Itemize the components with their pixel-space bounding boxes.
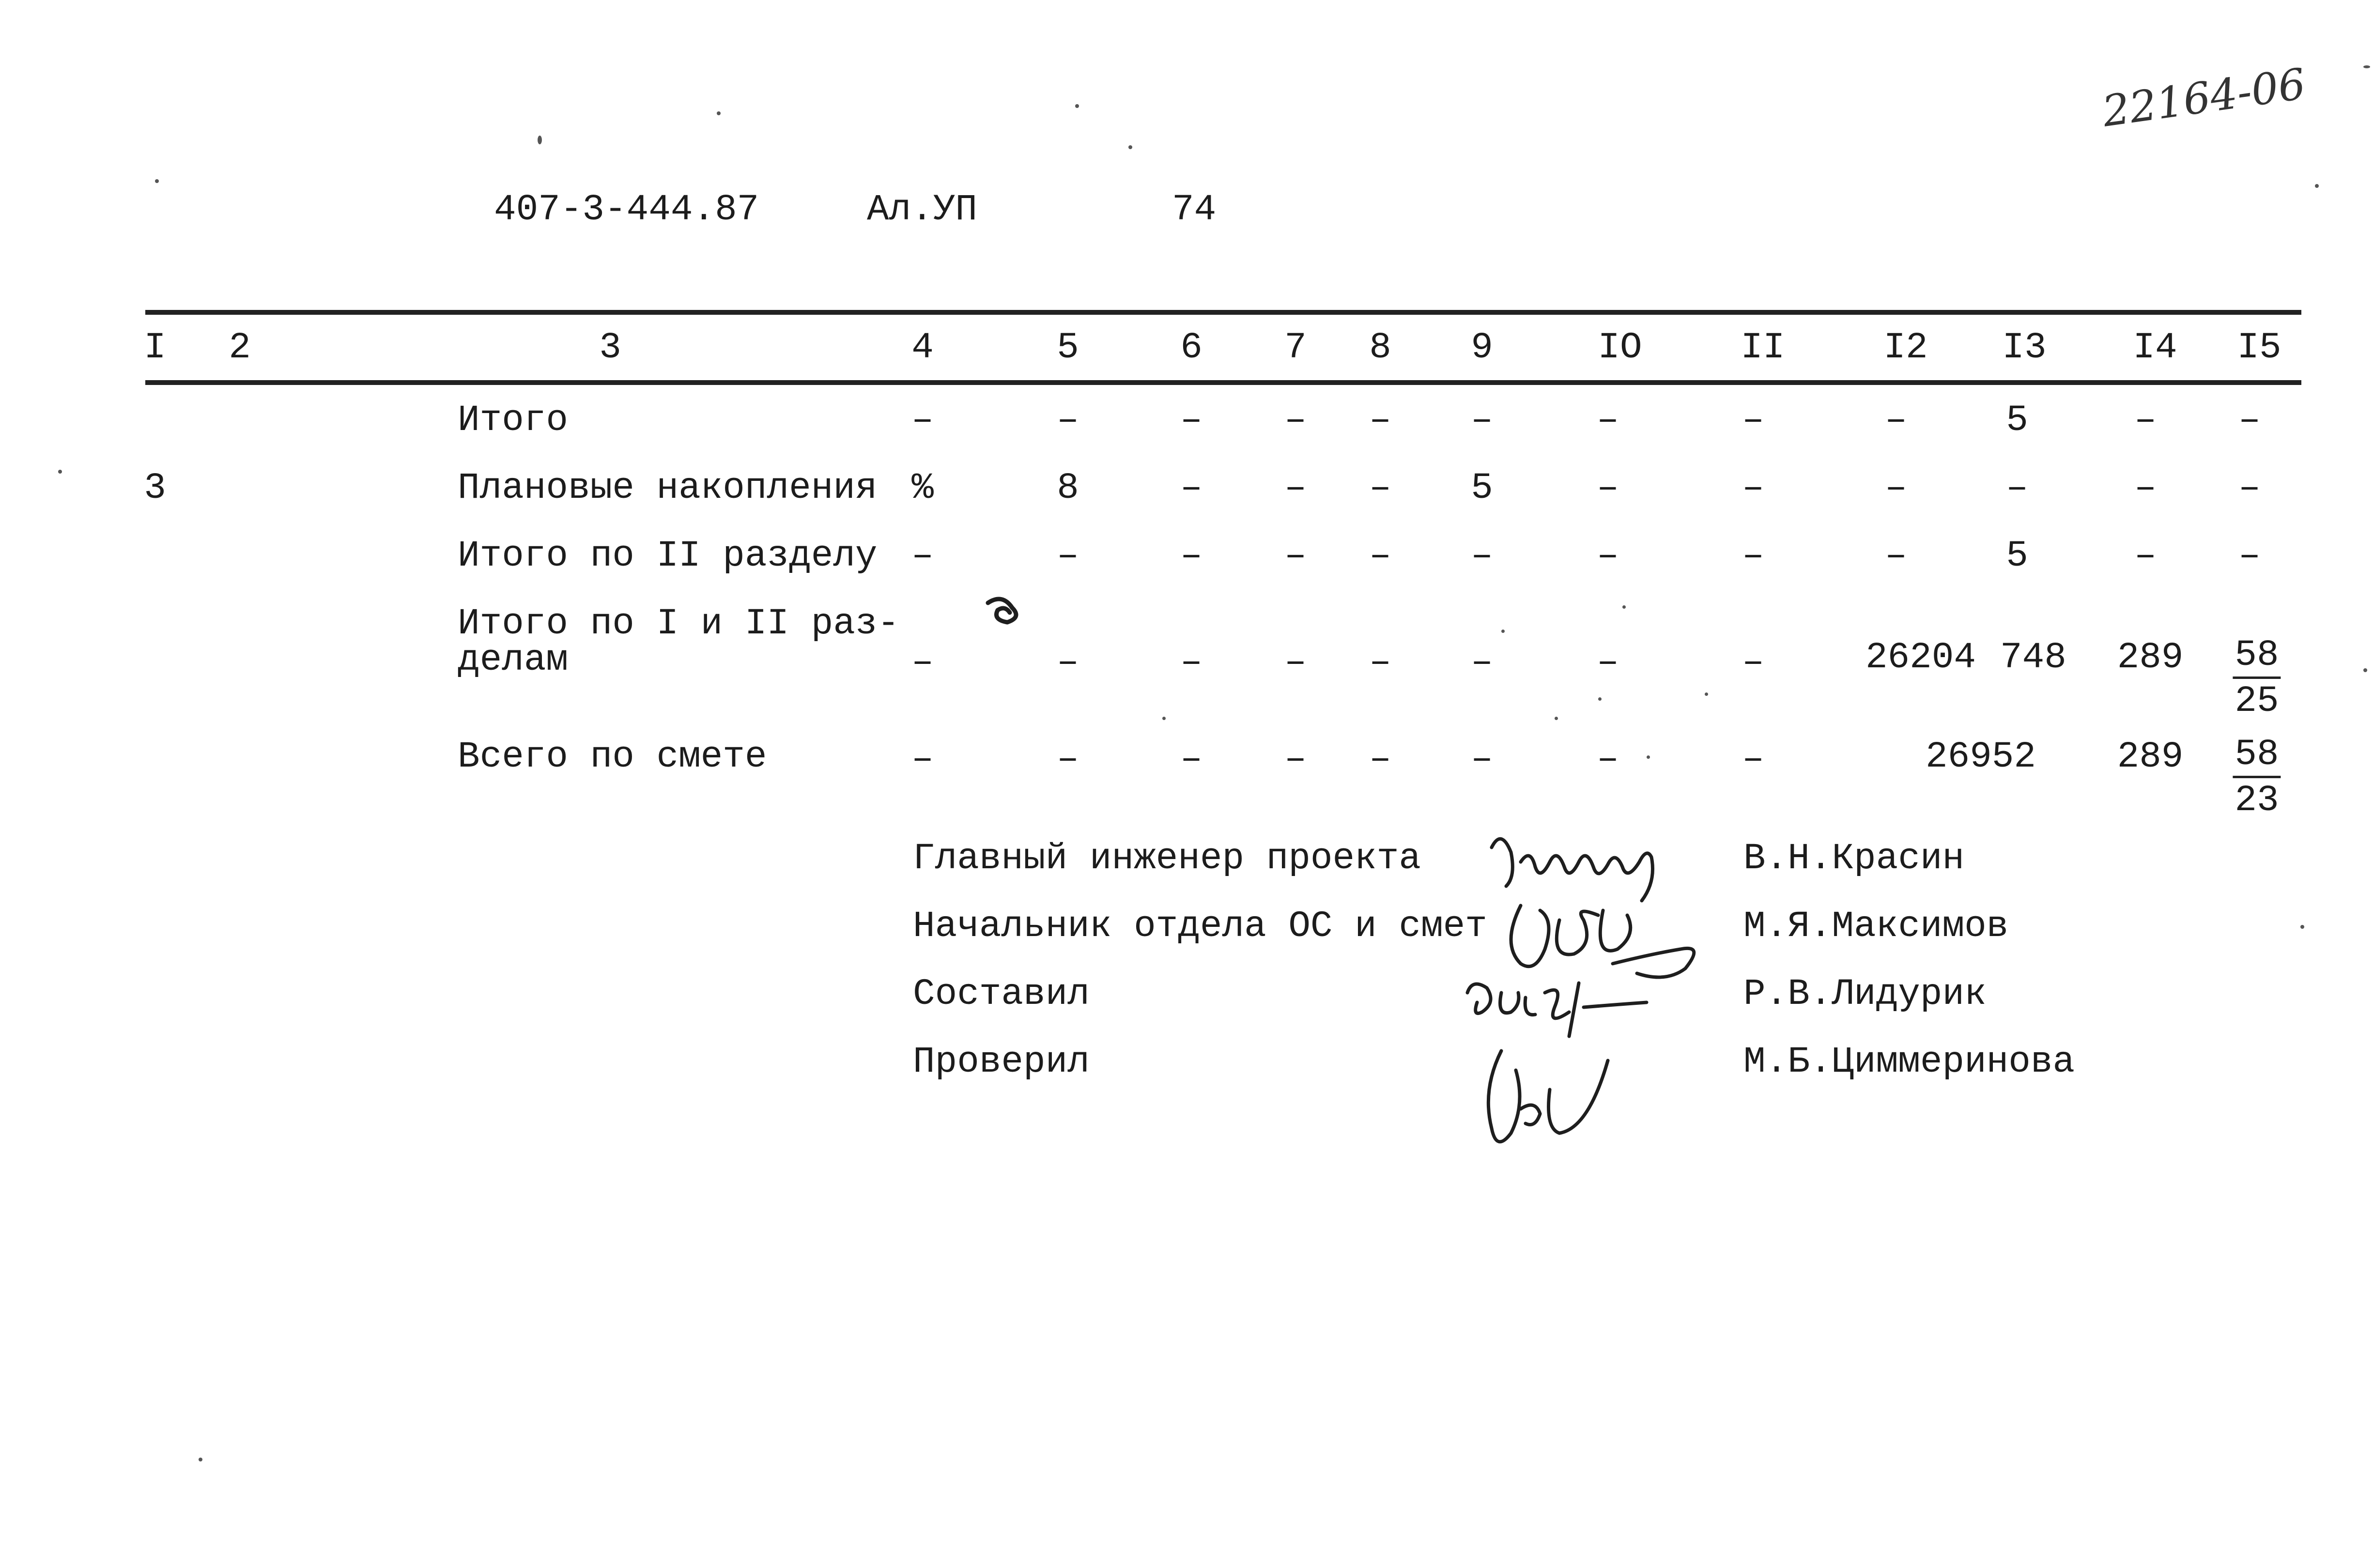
table-cell: – bbox=[2134, 467, 2157, 509]
table-cell: % bbox=[911, 467, 934, 509]
table-cell: – bbox=[1471, 400, 1493, 441]
column-number: 4 bbox=[911, 327, 934, 369]
table-cell: 8 bbox=[1057, 467, 1079, 509]
doc-code: 407-3-444.87 bbox=[494, 189, 759, 231]
table-cell: – bbox=[2134, 400, 2157, 441]
table-cell: – bbox=[1057, 642, 1079, 683]
table-cell: – bbox=[1180, 467, 1202, 509]
fraction-numerator: 58 bbox=[2233, 637, 2281, 679]
table-cell: – bbox=[1885, 400, 1907, 441]
table-cell: – bbox=[1597, 738, 1619, 780]
table-cell: – bbox=[1742, 467, 1764, 509]
archive-number: 22164-06 bbox=[2099, 59, 2309, 137]
table-cell: – bbox=[2006, 467, 2028, 509]
signer-role: Проверил bbox=[913, 1041, 1090, 1083]
table-cell: – bbox=[1057, 738, 1079, 780]
table-cell: – bbox=[1369, 738, 1391, 780]
table-cell: – bbox=[1284, 642, 1307, 683]
signer-role: Составил bbox=[913, 973, 1090, 1015]
table-cell: – bbox=[1742, 738, 1764, 780]
row-label-line-1: Итого по I и II раз- bbox=[458, 603, 900, 645]
table-cell: – bbox=[1284, 535, 1307, 577]
column-number: IO bbox=[1598, 327, 1642, 369]
table-cell: – bbox=[1369, 535, 1391, 577]
column-number: I4 bbox=[2133, 327, 2177, 369]
signer-name: В.Н.Красин bbox=[1743, 838, 1965, 879]
table-cell: – bbox=[1471, 535, 1493, 577]
table-cell: – bbox=[911, 400, 934, 441]
table-cell: 289 bbox=[2117, 736, 2184, 778]
column-number: 9 bbox=[1471, 327, 1493, 369]
table-cell: – bbox=[1742, 535, 1764, 577]
table-cell: – bbox=[1885, 467, 1907, 509]
column-number: 5 bbox=[1057, 327, 1079, 369]
table-header-rule bbox=[145, 380, 2301, 385]
fraction-denominator: 23 bbox=[2235, 780, 2279, 821]
row-label-line-2: делам bbox=[458, 639, 569, 681]
table-cell: – bbox=[1180, 642, 1202, 683]
table-cell: – bbox=[1369, 642, 1391, 683]
page-number: 74 bbox=[1172, 189, 1217, 231]
column-number: I2 bbox=[1883, 327, 1928, 369]
table-cell: – bbox=[911, 535, 934, 577]
column-number: II bbox=[1741, 327, 1785, 369]
table-cell: – bbox=[1284, 738, 1307, 780]
table-cell: – bbox=[1057, 535, 1079, 577]
column-number: I5 bbox=[2237, 327, 2282, 369]
signature-mark bbox=[1453, 964, 1676, 1041]
row-label: Плановые накопления bbox=[458, 467, 878, 509]
table-cell: – bbox=[1284, 467, 1307, 509]
table-cell: – bbox=[911, 738, 934, 780]
signer-name: М.Я.Максимов bbox=[1743, 906, 2009, 947]
table-cell: – bbox=[2238, 467, 2261, 509]
table-cell: – bbox=[1885, 535, 1907, 577]
fraction-cell bbox=[2233, 736, 2281, 819]
table-cell: 5 bbox=[2006, 400, 2028, 441]
signer-role: Начальник отдела ОС и смет bbox=[913, 906, 1487, 947]
table-cell: – bbox=[1180, 738, 1202, 780]
table-cell: – bbox=[1597, 400, 1619, 441]
table-cell: – bbox=[1742, 400, 1764, 441]
table-cell: – bbox=[1471, 738, 1493, 780]
signer-name: М.Б.Циммеринова bbox=[1743, 1041, 2075, 1083]
table-cell: – bbox=[2134, 535, 2157, 577]
column-number: I3 bbox=[2002, 327, 2047, 369]
signature-mark bbox=[1463, 1031, 1627, 1162]
row-number: 3 bbox=[144, 467, 166, 509]
column-number: 6 bbox=[1180, 327, 1202, 369]
signer-name: Р.В.Лидурик bbox=[1743, 973, 1987, 1015]
column-number: I bbox=[144, 327, 166, 369]
column-number: 2 bbox=[229, 327, 251, 369]
table-cell: – bbox=[1057, 400, 1079, 441]
row-label: Итого по II разделу bbox=[458, 535, 878, 577]
table-cell: 5 bbox=[2006, 535, 2028, 577]
table-cell: 748 bbox=[2000, 637, 2066, 678]
table-cell: – bbox=[1180, 400, 1202, 441]
table-top-rule bbox=[145, 310, 2301, 315]
fraction-denominator: 25 bbox=[2235, 680, 2279, 722]
table-cell: 26204 bbox=[1865, 637, 1976, 678]
column-number: 8 bbox=[1369, 327, 1391, 369]
fraction-numerator: 58 bbox=[2233, 736, 2281, 778]
row-label: Итого bbox=[458, 400, 569, 441]
album-number: Ал.УП bbox=[867, 189, 978, 231]
fraction-cell bbox=[2233, 634, 2281, 722]
table-cell: – bbox=[2238, 400, 2261, 441]
row-label: Всего по смете bbox=[458, 736, 767, 778]
table-cell: – bbox=[1597, 642, 1619, 683]
column-number: 7 bbox=[1284, 327, 1307, 369]
table-cell: – bbox=[911, 642, 934, 683]
table-cell: 5 bbox=[1471, 467, 1493, 509]
table-cell: – bbox=[2238, 535, 2261, 577]
ink-blot-icon bbox=[983, 593, 1027, 627]
table-cell: – bbox=[1180, 535, 1202, 577]
table-cell: 289 bbox=[2117, 637, 2184, 678]
table-cell: – bbox=[1369, 400, 1391, 441]
signer-role: Главный инженер проекта bbox=[913, 838, 1421, 879]
table-cell: – bbox=[1369, 467, 1391, 509]
column-number: 3 bbox=[599, 327, 621, 369]
table-cell: – bbox=[1284, 400, 1307, 441]
table-cell-total: 26952 bbox=[1925, 736, 2036, 778]
table-cell: – bbox=[1742, 642, 1764, 683]
table-cell: – bbox=[1597, 467, 1619, 509]
table-cell: – bbox=[1471, 642, 1493, 683]
table-cell: – bbox=[1597, 535, 1619, 577]
